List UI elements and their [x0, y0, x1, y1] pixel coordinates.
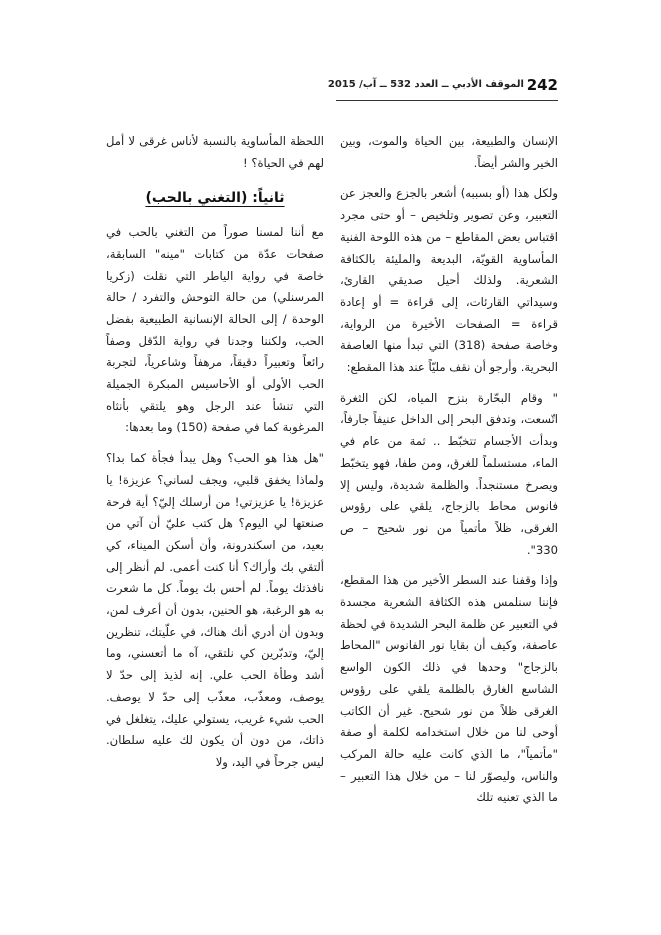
paragraph: اللحظة المأساوية بالنسبة لأناس غرقى لا أمل لهم في الحياة؟ !	[106, 134, 324, 170]
paragraph: وإذا وقفنا عند السطر الأخير من هذا المقطع، فإننا سنلمس هذه الكثافة الشعرية مجسدة في التعبير عن ظلمة البحر الشديدة في لحظة عاصفة، وكيف أن بقايا نور الفانوس "المحاط بالزجاج" وحدها في ذلك الكون الواسع الشاسع الغارق بالظلمة يلقي على رؤوس الغرقى ظلاً من نور شحيح. غير أن الكاتب أوحى لنا من خلال استخدامه لكلمة أو صفة "مأتمياً"، ما الذي كانت عليه حالة المركب والناس، وليصوّر لنا – من خلال هذا التعبير – ما الذي تعنيه تلك	[340, 573, 558, 805]
page-number: 242	[526, 76, 558, 94]
header-rule	[336, 100, 558, 101]
page-header	[327, 76, 558, 100]
running-title: الموقف الأدبي ــ العدد 532 ــ آب/ 2015	[327, 79, 524, 90]
paragraph: ولكل هذا (أو بسببه) أشعر بالجزع والعجز عن التعبير، وعن تصوير وتلخيص – أو حتى مجرد اقتباس بعض المقاطع – من هذه اللوحة الفنية المأساوية القويّة، البديعة والمليئة بالكثافة الشعرية. ولذلك أحيل صديقي القارئ، وسيداتي القارئات، إلى قراءة = أو إعادة قراءة = الصفحات الأخيرة من الرواية، وخاصة صفحة (318) التي تبدأ منها العاصفة البحرية. وأرجو أن نقف مليّاً عند هذا المقطع:	[340, 186, 558, 375]
paragraph: الإنسان والطبيعة، بين الحياة والموت، وبين الخير والشر أيضاً.	[340, 134, 558, 170]
quote-paragraph: "هل هذا هو الحب؟ وهل يبدأ فجأة كما بدا؟ ولماذا يخفق قلبي، ويجف لساني؟ عزيزة! يا عزيزة! يا عزيزتي! من أرسلك إليّ؟ أية فرحة صنعتها لي اليوم؟ هل كتب عليّ أن آتي من بعيد، من اسكندرونة، وأن أسكن الميناء، كي ألتقي بك وأراك؟ أنا كنت أعمى. لم أنظر إلى نافذتك يوماً. لم أحس بك يوماً. كل ما شعرت به هو الرغبة، هو الحنين، بدون أن أعرف لمن، وبدون أن أدري أنك هناك، في علّيتك، تنظرين إليّ، وتدبّرين كي نلتقي، آه ما أتعسني، وما أشد وطأة الحب علي. إنه لذيذ إلى حدّ لا يوصف، ومعذّب، معذّب إلى حدّ لا يوصف. الحب شيء غريب، يستولي عليك، يتغلغل في ذاتك، من دون أن يكون لك عليه سلطان. ليس جرحاً في اليد، ولا	[106, 451, 324, 769]
paragraph: مع أننا لمسنا صوراً من التغني بالحب في صفحات عدّة من كتابات "مينه" السابقة، خاصة في رواية الياطر التي نقلت (زكريا المرسنلي) من حالة التوحش والتفرد / حالة الوحدة / إلى الحالة الإنسانية الطبيعية بفضل الحب، ولكننا وجدنا في رواية الدّقل وصفاً رائعاً وتعبيراً دقيقاً، مرهفاً وشاعرياً، لتجربة الحب الأولى أو الأحاسيس المبكرة الجميلة التي تنشأ عند الرجل وهو يلتقي بأنثاه المرغوبة كما في صفحة (150) وما بعدها:	[106, 225, 324, 435]
left-column	[106, 131, 324, 774]
section-heading: ثانياً: (التغني بالحب)	[145, 190, 285, 207]
right-column	[340, 131, 558, 809]
quote-paragraph: " وقام البحّارة بنزح المياه، لكن الثغرة اتّسعت، وتدفق البحر إلى الداخل عنيفاً جارفاً، وبدأت الأجسام تتخبّط .. ثمة من عام في الماء، مستسلماً للغرق، ومن طفا، فهو يتخبّط ويصرخ مستنجداً. والظلمة شديدة، وليس إلا فانوس محاط بالزجاج، يلقي على رؤوس الغرقى، ظلاً مأتمياً من نور شحيح – ص 330".	[340, 390, 558, 557]
